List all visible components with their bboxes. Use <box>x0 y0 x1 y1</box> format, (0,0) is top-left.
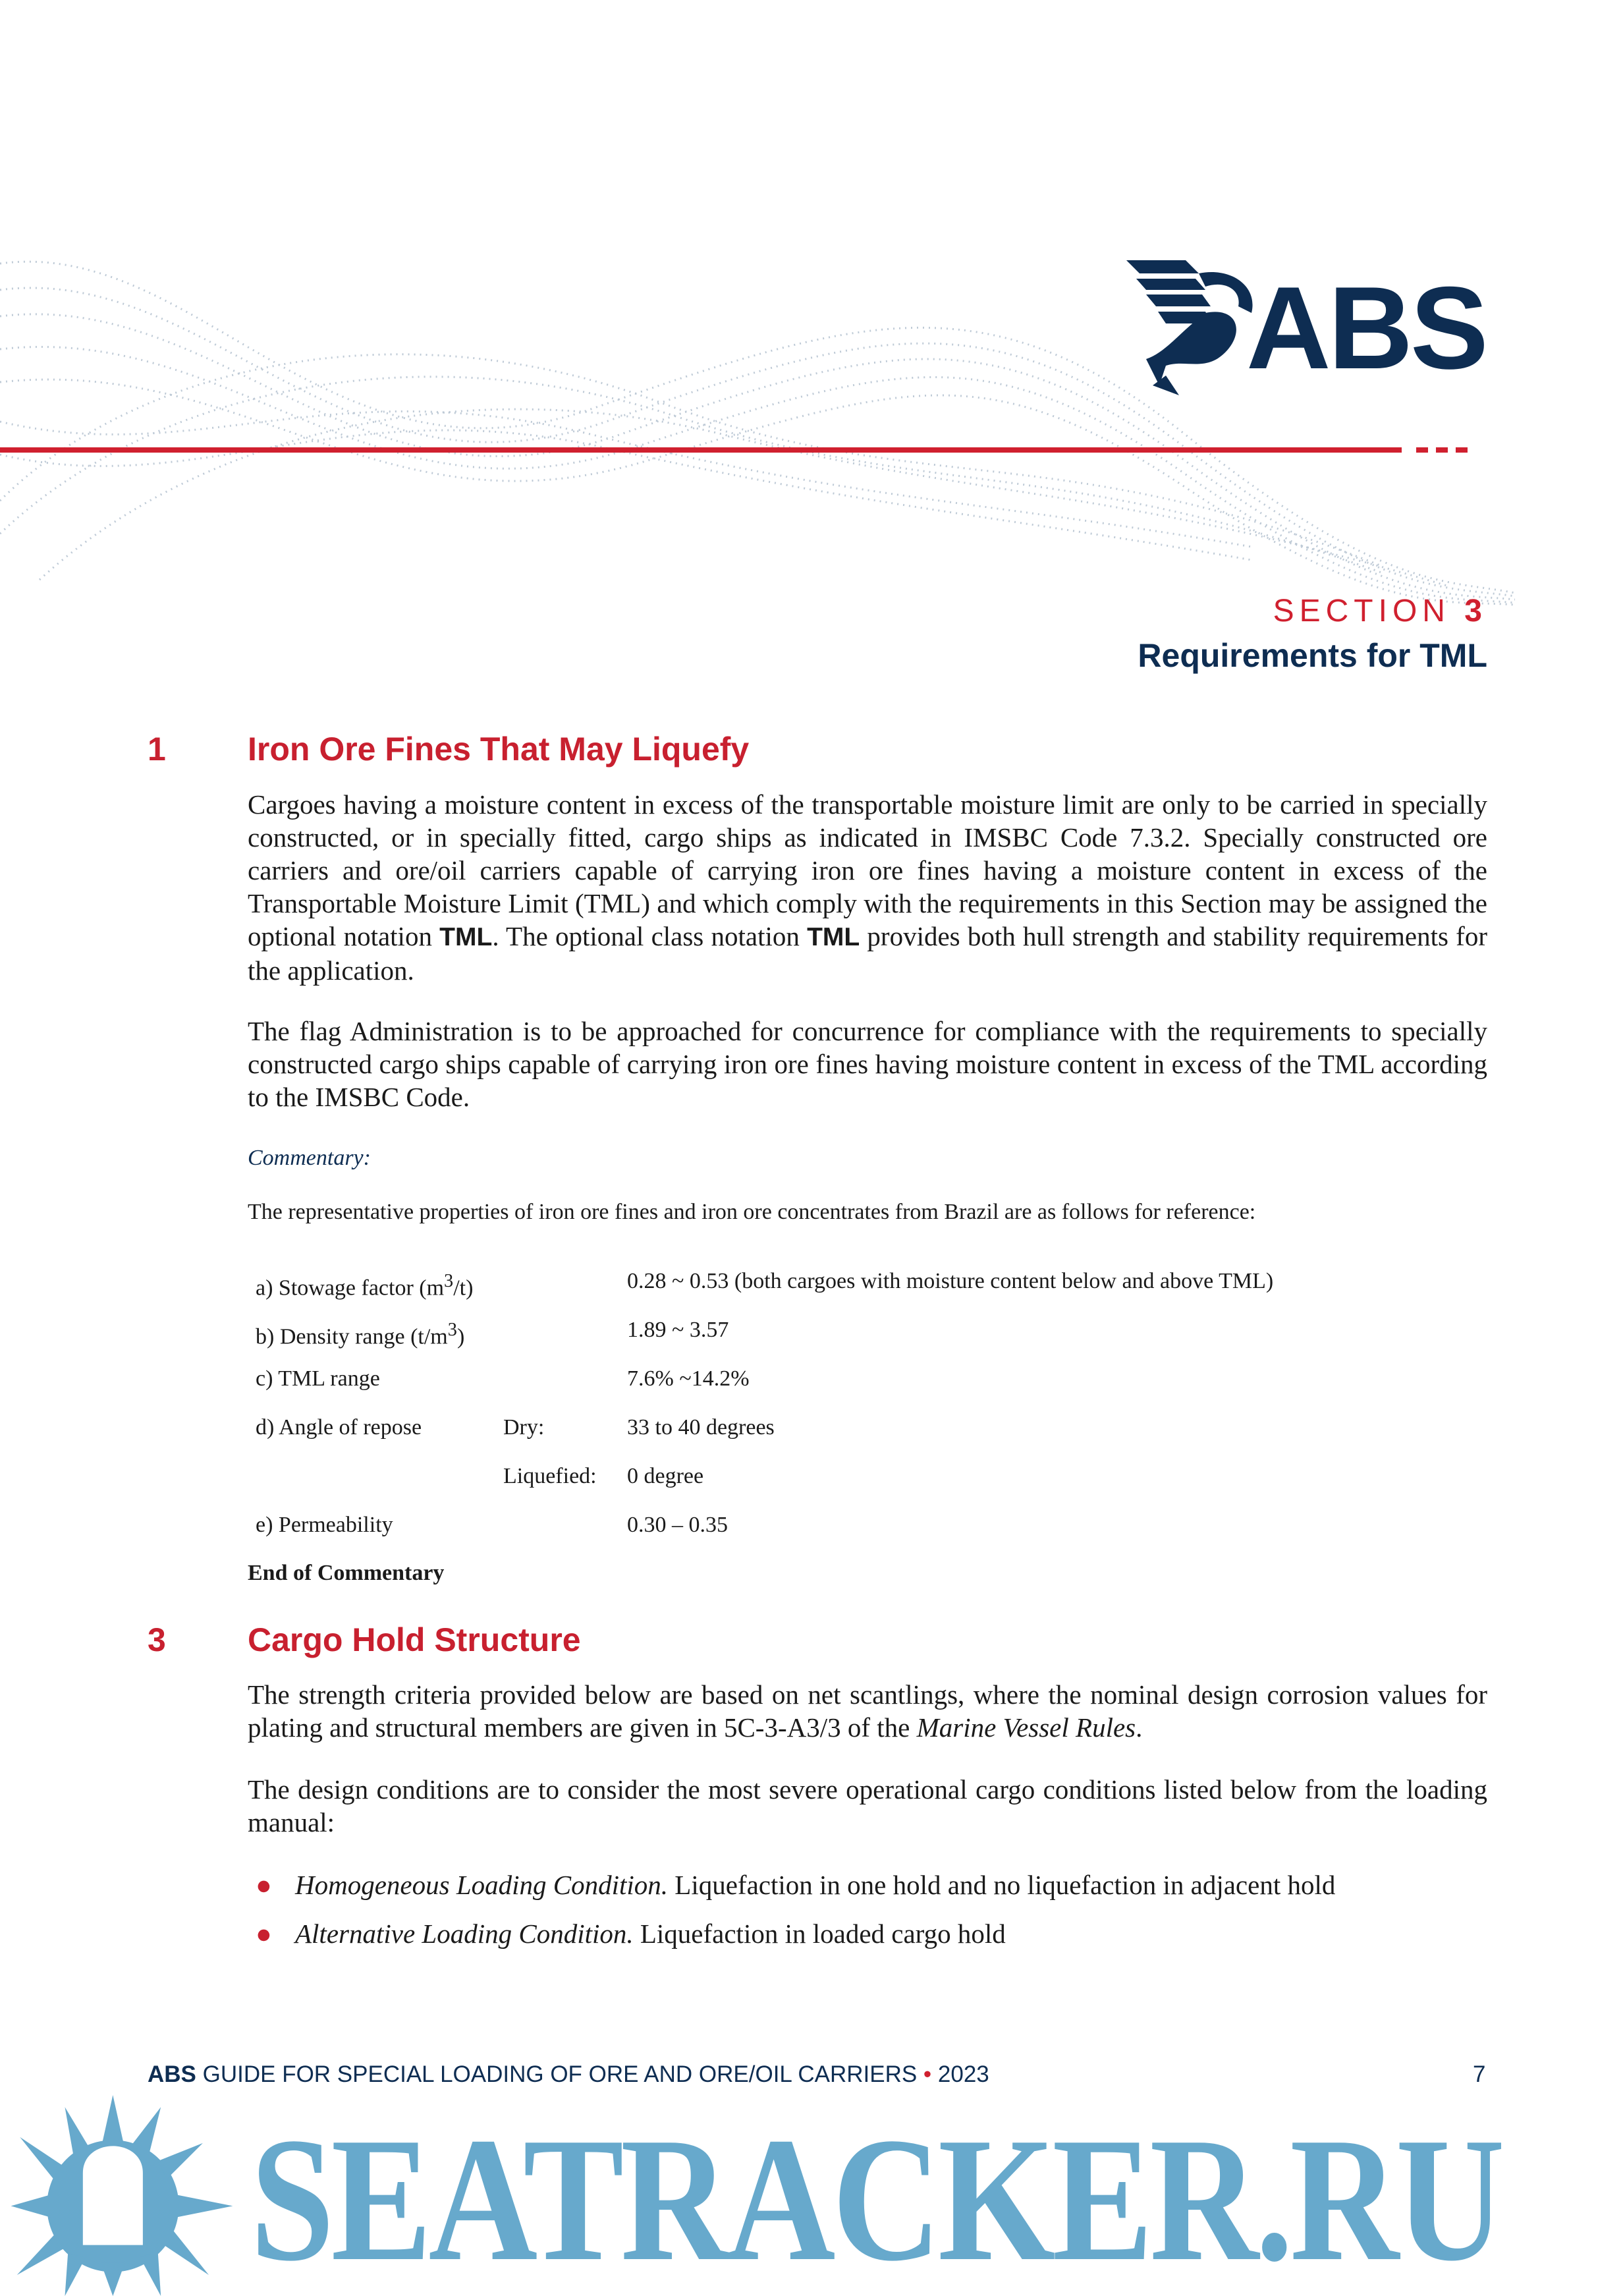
watermark-text: SEATRACKER.RU <box>250 2101 1502 2296</box>
main-content <box>148 730 1487 1966</box>
paragraph: The strength criteria provided below are based on net scantlings, where the nominal design corrosion values for plating and structural members are given in 5C-3-A3/3 of the Marine Vessel Rules. <box>248 1679 1487 1743</box>
bullet-icon: ● <box>256 1870 272 1900</box>
paragraph: Cargoes having a moisture content in excess of the transportable moisture limit are only to be carried in specially constructed, or in specially fitted, cargo ships as indicated in IMSBC Code 7.3.2. Specially constructed ore carriers and ore/oil carriers capable of carrying iron ore fines having a moisture content in excess of the Transportable Moisture Limit (TML) and which comply with the requirements in this Section may be assigned the optional notation TML. The optional class notation TML provides both hull strength and stability requirements for the application. <box>248 789 1487 986</box>
heading-number: 3 <box>148 1621 166 1658</box>
bullet-list <box>248 1868 1487 1950</box>
heading <box>148 1621 1487 1659</box>
end-of-commentary: End of Commentary <box>248 1561 445 1585</box>
property-row: a) Stowage factor $(m^3/t)$ 0.28 ~ 0.53 (both cargoes with moisture content below and above TML) <box>256 1269 1274 1301</box>
list-item: ● Homogeneous Loading Condition. Liquefaction in one hold and no liquefaction in adjacent hold <box>256 1870 1336 1900</box>
header-rule-dash <box>1456 447 1468 453</box>
eagle-icon <box>1126 260 1258 395</box>
heading-title: Iron Ore Fines That May Liquefy <box>248 731 750 768</box>
commentary-label: Commentary: <box>248 1146 371 1170</box>
property-row: e) Permeability 0.30 – 0.35 <box>256 1513 728 1537</box>
page-number: 7 <box>1473 2061 1486 2087</box>
property-table <box>248 1265 1487 1542</box>
list-item: ● Alternative Loading Condition. Liquefaction in loaded cargo hold <box>256 1918 1006 1949</box>
property-row: b) Density range $(t/m^3)$ 1.89 ~ 3.57 <box>256 1318 729 1349</box>
paragraph: The flag Administration is to be approached for concurrence for compliance with the requirements to specially constructed cargo ships capable of carrying iron ore fines having moisture content in excess of the TML according to the IMSBC Code. <box>248 1016 1487 1112</box>
heading-title: Cargo Hold Structure <box>248 1621 581 1658</box>
logo-text: ABS <box>1246 262 1486 393</box>
heading <box>148 730 1487 768</box>
page-title: Requirements for TML <box>1138 637 1487 674</box>
header-rule-dash <box>1436 447 1448 453</box>
abs-logo <box>1126 260 1486 395</box>
footer: ABS GUIDE FOR SPECIAL LOADING OF ORE AND ORE/OIL CARRIERS • 2023 <box>148 2061 989 2087</box>
paragraph: The design conditions are to consider the most severe operational cargo conditions listed below from the loading manual: <box>248 1774 1487 1837</box>
commentary-intro: The representative properties of iron ore fines and iron ore concentrates from Brazil are as follows for reference: <box>248 1200 1256 1224</box>
heading-number: 1 <box>148 731 166 768</box>
property-row: c) TML range 7.6% ~14.2% <box>256 1366 750 1391</box>
header-rule-dash <box>1416 447 1428 453</box>
property-row: Liquefied: 0 degree <box>503 1464 704 1488</box>
header-rule <box>0 447 1402 453</box>
sunburst-watermark-icon <box>0 2095 244 2296</box>
section-label: SECTION 3 <box>1273 594 1487 629</box>
bullet-icon: ● <box>256 1918 272 1949</box>
property-row: d) Angle of repose Dry: 33 to 40 degrees <box>256 1415 775 1440</box>
